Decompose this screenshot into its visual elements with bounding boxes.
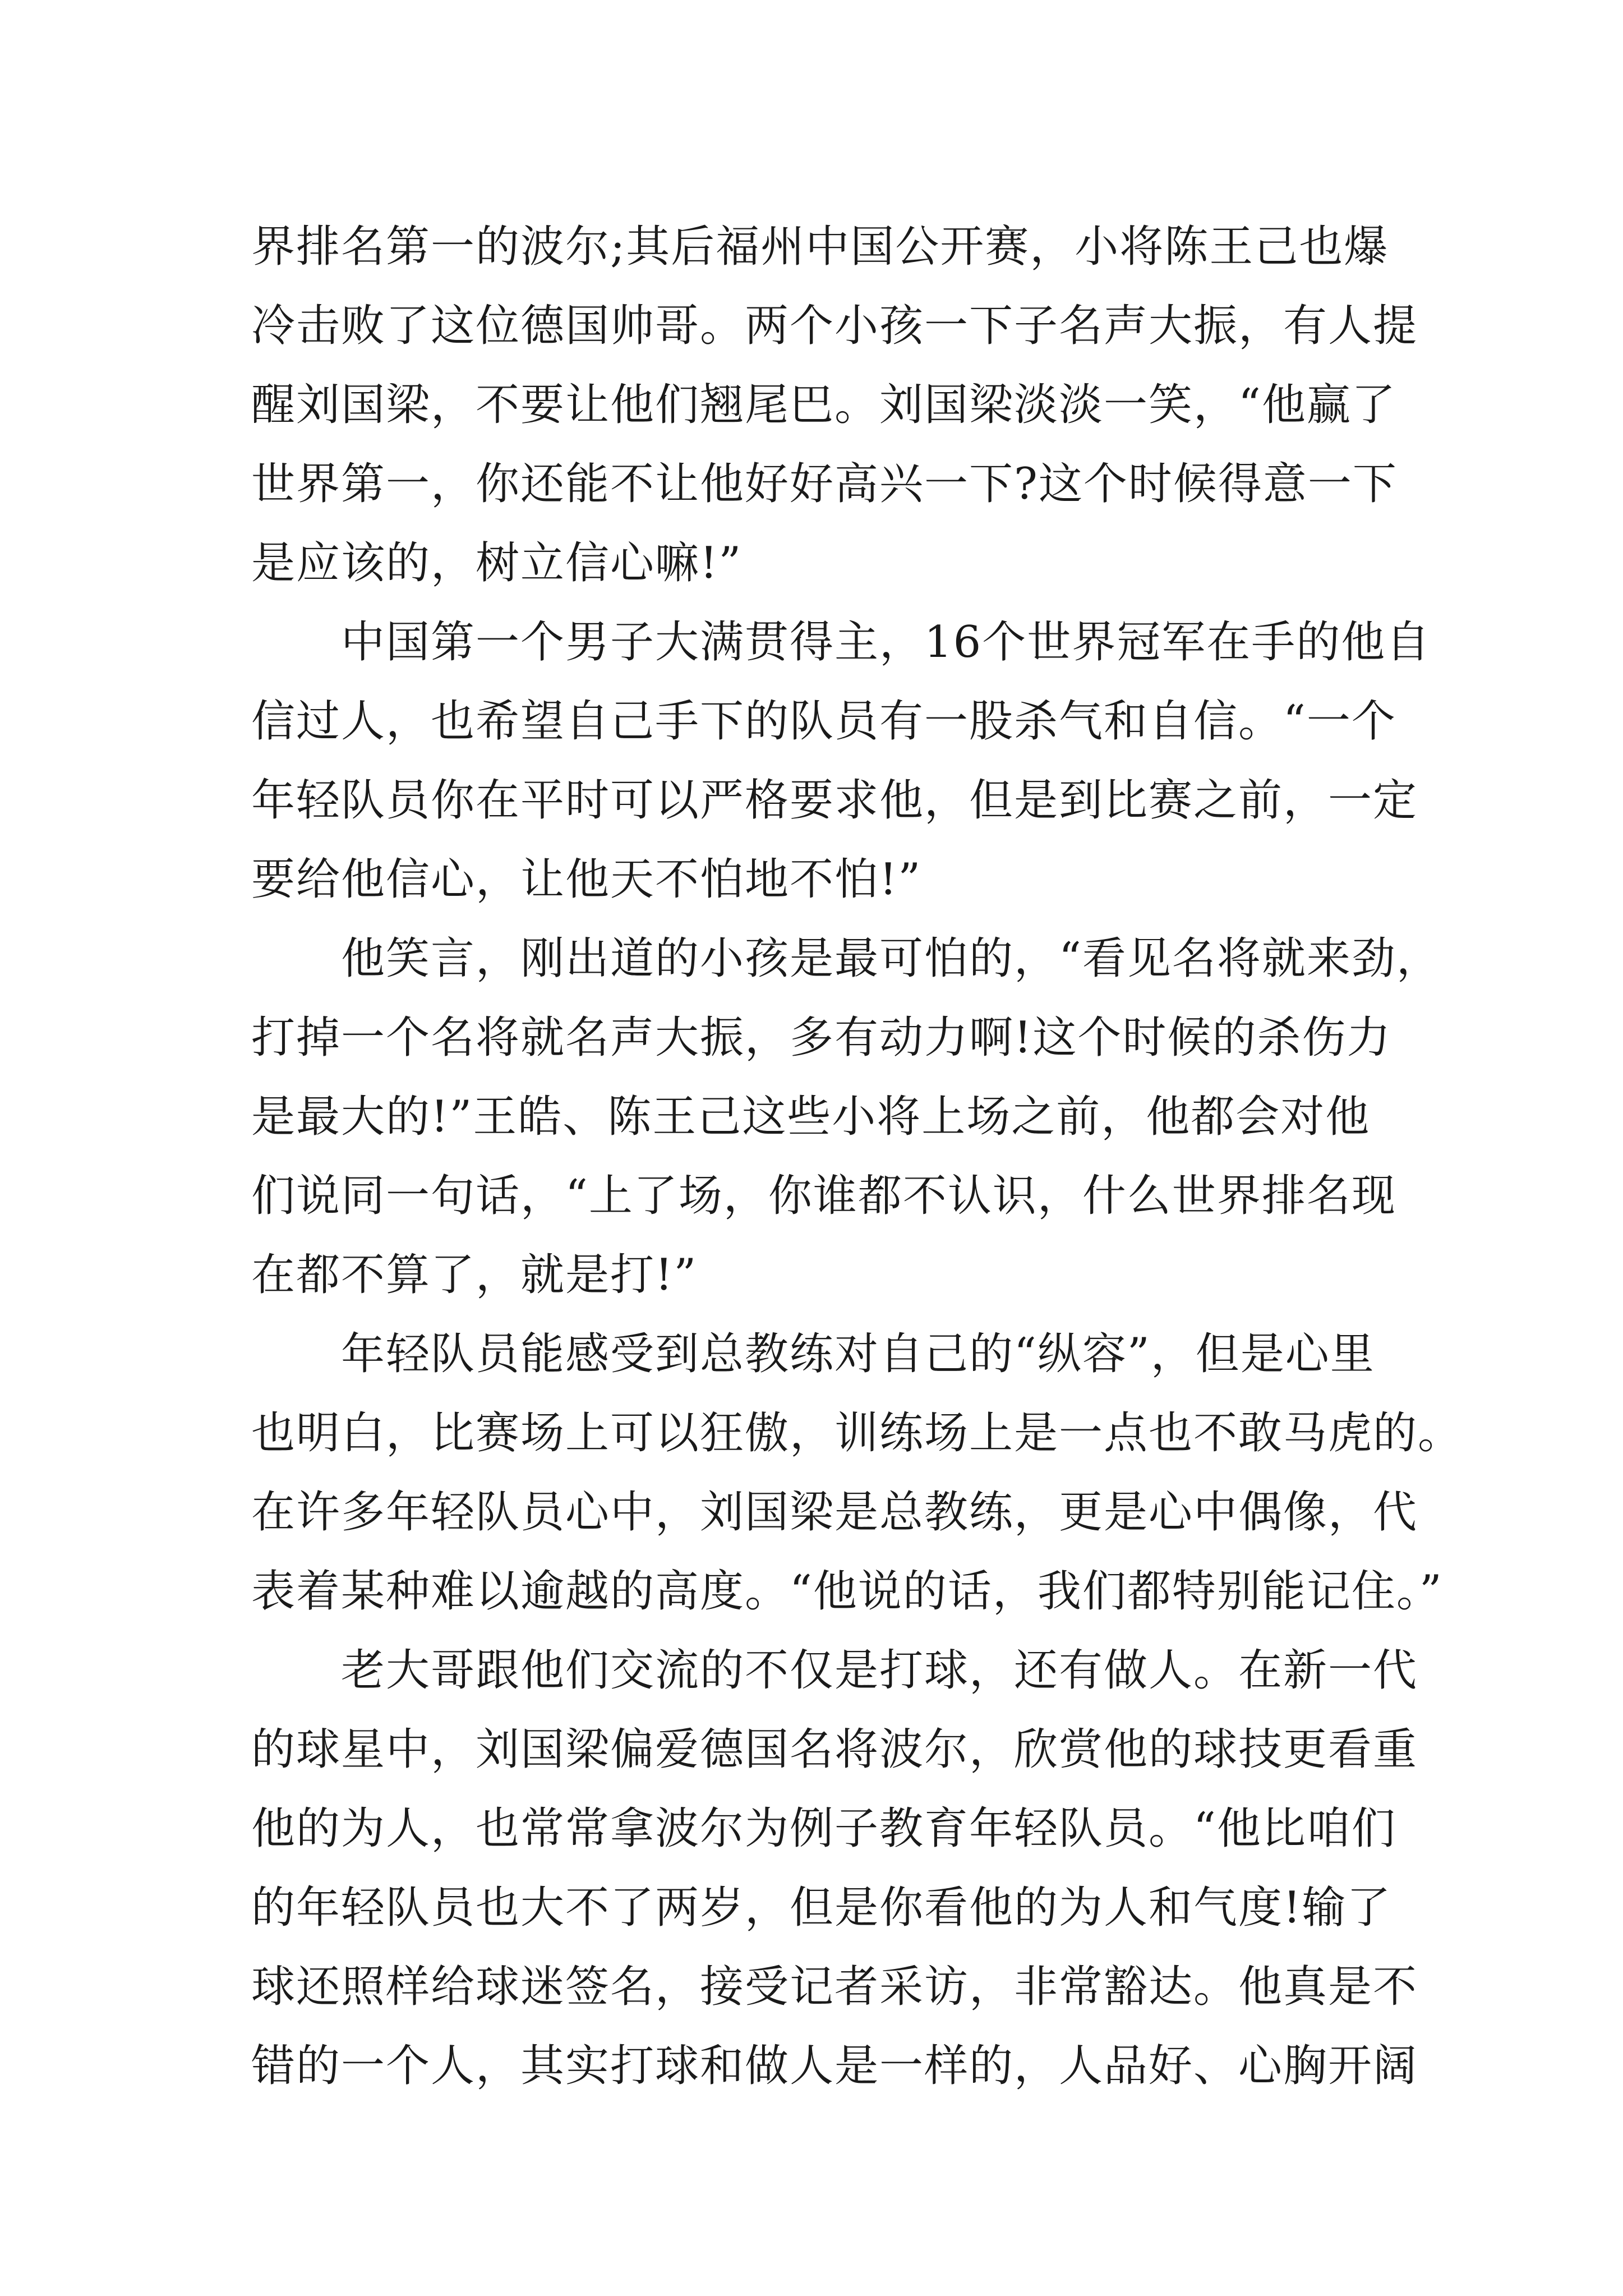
text-line: 要给他信心，让他天不怕地不怕!” xyxy=(251,854,922,905)
body-text xyxy=(251,208,1463,2106)
text-line: 球还照样给球迷签名，接受记者采访，非常豁达。他真是不 xyxy=(251,1962,1418,2012)
text-line: 冷击败了这位德国帅哥。两个小孩一下子名声大振，有人提 xyxy=(251,301,1418,351)
text-line: 在许多年轻队员心中，刘国梁是总教练，更是心中偶像，代 xyxy=(251,1487,1418,1538)
paragraph-first-line: 他笑言，刚出道的小孩是最可怕的，“看见名将就来劲， xyxy=(341,933,1441,984)
text-line: 表着某种难以逾越的高度。“他说的话，我们都特别能记住。” xyxy=(251,1566,1443,1617)
text-line: 醒刘国梁，不要让他们翘尾巴。刘国梁淡淡一笑，“他赢了 xyxy=(251,380,1396,430)
paragraph-first-line: 中国第一个男子大满贯得主，16个世界冠军在手的他自 xyxy=(341,617,1431,668)
text-line: 打掉一个名将就名声大振，多有动力啊!这个时候的杀伤力 xyxy=(251,1013,1392,1063)
text-line: 是最大的!”王皓、陈王己这些小将上场之前，他都会对他 xyxy=(251,1092,1371,1142)
paragraph-first-line: 年轻队员能感受到总教练对自己的“纵容”，但是心里 xyxy=(341,1329,1375,1379)
text-line: 是应该的，树立信心嘛!” xyxy=(251,538,743,588)
text-line: 界排名第一的波尔;其后福州中国公开赛，小将陈王己也爆 xyxy=(251,222,1389,272)
text-line: 年轻队员你在平时可以严格要求他，但是到比赛之前，一定 xyxy=(251,775,1418,826)
text-line: 错的一个人，其实打球和做人是一样的，人品好、心胸开阔 xyxy=(251,2041,1418,2091)
text-line: 也明白，比赛场上可以狂傲，训练场上是一点也不敢马虎的。 xyxy=(251,1408,1463,1458)
text-line: 们说同一句话，“上了场，你谁都不认识，什么世界排名现 xyxy=(251,1171,1396,1221)
text-line: 的年轻队员也大不了两岁，但是你看他的为人和气度!输了 xyxy=(251,1883,1392,1933)
text-line: 他的为人，也常常拿波尔为例子教育年轻队员。“他比咱们 xyxy=(251,1803,1396,1854)
paragraph-first-line: 老大哥跟他们交流的不仅是打球，还有做人。在新一代 xyxy=(341,1645,1418,1696)
text-line: 信过人，也希望自己手下的队员有一股杀气和自信。“一个 xyxy=(251,696,1396,747)
text-line: 世界第一，你还能不让他好好高兴一下?这个时候得意一下 xyxy=(251,459,1398,509)
text-line: 的球星中，刘国梁偏爱德国名将波尔，欣赏他的球技更看重 xyxy=(251,1724,1418,1775)
text-line: 在都不算了，就是打!” xyxy=(251,1250,698,1300)
